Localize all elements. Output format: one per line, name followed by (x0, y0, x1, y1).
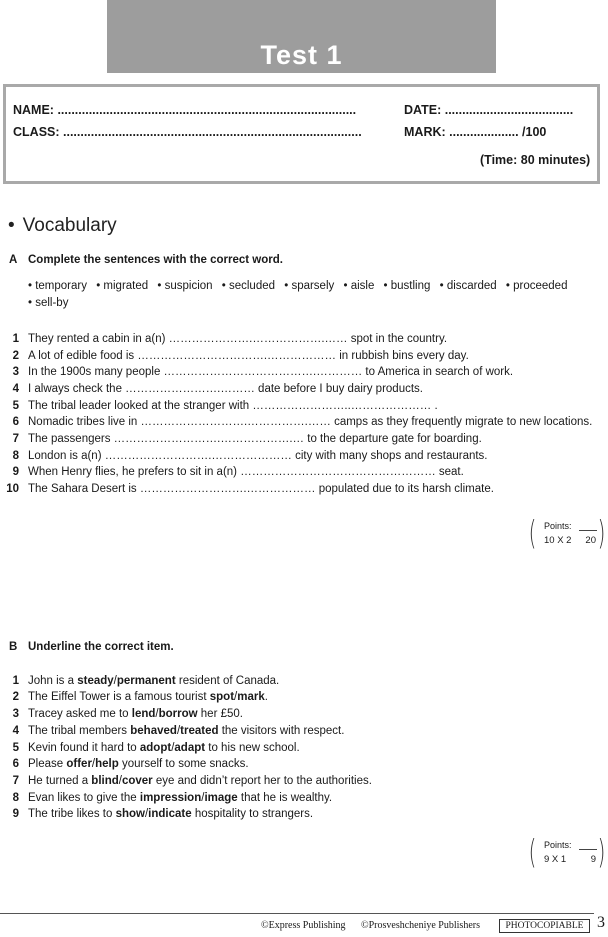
choice-option-1[interactable]: lend (131, 708, 156, 720)
word-bank (28, 278, 588, 312)
sentence-item[interactable] (0, 449, 488, 463)
item-text: In the 1900s many people ………………………………….………… to America in search of work. (28, 366, 514, 378)
class-field[interactable]: CLASS: ...................................................................................... (13, 125, 362, 139)
item-text: They rented a cabin in a(n) ………………….……………….…… spot in the country. (28, 333, 448, 345)
word-bank-word: • discarded (439, 280, 497, 292)
date-field[interactable]: DATE: ..................................... (404, 103, 574, 117)
test-title: Test 1 (107, 0, 496, 73)
item-number: 6 (12, 758, 19, 770)
part-a-letter: A (9, 254, 18, 266)
choice-separator: / (118, 775, 122, 787)
points-label: Points: (544, 521, 572, 531)
choice-option-2[interactable]: adapt (174, 742, 206, 754)
item-text-after: hospitality to strangers. (191, 808, 314, 820)
sentence-item[interactable] (0, 415, 592, 429)
part-b-heading (9, 641, 174, 653)
item-text: Nomadic tribes live in ……………………….…………….…… camps as they frequently migrate to new locations. (28, 416, 593, 428)
time-limit: (Time: 80 minutes) (480, 153, 591, 167)
item-text-before: The tribal members (28, 725, 131, 737)
item-text: A lot of edible food is …………………………….……………… in rubbish bins every day. (28, 350, 469, 362)
item-text-before: Tracey asked me to (28, 708, 132, 720)
sentence-item[interactable] (0, 332, 447, 346)
sentence-item[interactable] (0, 349, 469, 363)
points-calc: 10 X 2 (544, 535, 572, 546)
points-bracket-left: ( (528, 513, 537, 552)
section-bullet: • (8, 215, 15, 236)
choice-option-2[interactable]: cover (121, 775, 153, 787)
choice-option-2[interactable]: borrow (158, 708, 198, 720)
choice-option-2[interactable]: indicate (148, 808, 192, 820)
choice-item (0, 791, 332, 805)
choice-option-1[interactable]: adopt (139, 742, 172, 754)
item-number: 5 (12, 400, 19, 412)
word-bank-word: • temporary (28, 280, 87, 292)
footer-publisher-2: ©Prosveshcheniye Publishers (361, 920, 480, 931)
item-text-after: yourself to some snacks. (118, 758, 249, 770)
section-title: Vocabulary (22, 215, 117, 236)
points-calc: 9 X 1 (544, 854, 567, 865)
choice-separator: / (144, 808, 149, 820)
item-text-after: the visitors with respect. (218, 725, 345, 737)
part-b-letter: B (9, 641, 18, 653)
item-text-after: eye and didn’t report her to the authorities. (152, 775, 372, 787)
name-field[interactable]: NAME: ...................................................................................... (13, 103, 357, 117)
photocopiable-badge: PHOTOCOPIABLE (499, 919, 590, 933)
word-bank-word: • suspicion (157, 280, 213, 292)
footer-divider (0, 913, 594, 914)
item-number: 4 (12, 383, 19, 395)
page-number: 3 (597, 914, 605, 931)
choice-option-2[interactable]: image (204, 792, 238, 804)
sentence-item[interactable] (0, 365, 513, 379)
choice-separator: / (155, 708, 159, 720)
points-total: 20 (585, 535, 596, 546)
sentence-item[interactable] (0, 432, 482, 446)
item-number: 5 (12, 742, 19, 754)
choice-item (0, 774, 372, 788)
points-box-b (528, 832, 606, 871)
choice-option-2[interactable]: permanent (116, 675, 176, 687)
item-text-before: The Eiffel Tower is a famous tourist (28, 691, 210, 703)
choice-separator: / (201, 792, 205, 804)
word-bank-word: • migrated (96, 280, 149, 292)
word-bank-word: • sparsely (284, 280, 335, 292)
choice-separator: / (113, 675, 117, 687)
item-number: 7 (12, 433, 19, 445)
choice-option-1[interactable]: spot (209, 691, 235, 703)
word-bank-word: • aisle (343, 280, 375, 292)
item-text: The tribal leader looked at the stranger with ……………………..………………… . (28, 400, 438, 412)
choice-option-2[interactable]: help (95, 758, 119, 770)
section-heading (8, 215, 117, 237)
choice-option-1[interactable]: steady (77, 675, 114, 687)
choice-separator: / (234, 691, 238, 703)
item-text: When Henry flies, he prefers to sit in a(n) …………………………………………… seat. (28, 466, 464, 478)
item-number: 10 (6, 483, 19, 495)
points-box-a (528, 513, 606, 552)
points-bracket-right: ) (597, 513, 606, 552)
points-label: Points: (544, 840, 572, 850)
item-text: I always check the …………………….……… date before I buy dairy products. (28, 383, 423, 395)
item-number: 6 (12, 416, 19, 428)
sentence-item[interactable] (0, 482, 494, 496)
part-a-heading (9, 254, 283, 266)
item-text-after: to his new school. (205, 742, 300, 754)
sentence-item[interactable] (0, 399, 438, 413)
word-bank-word: • secluded (221, 280, 276, 292)
word-bank-word: • proceeded (505, 280, 568, 292)
choice-option-1[interactable]: impression (139, 792, 202, 804)
item-number: 8 (12, 450, 19, 462)
item-number: 3 (12, 708, 19, 720)
choice-option-1[interactable]: offer (66, 758, 92, 770)
mark-field[interactable]: MARK: .................... /100 (404, 125, 547, 139)
word-bank-word: • sell-by (28, 297, 69, 309)
item-number: 4 (12, 725, 19, 737)
item-text-after: . (264, 691, 268, 703)
choice-option-2[interactable]: mark (237, 691, 265, 703)
item-number: 2 (12, 691, 19, 703)
choice-separator: / (176, 725, 181, 737)
item-text-before: Evan likes to give the (28, 792, 140, 804)
sentence-item[interactable] (0, 465, 464, 479)
choice-item (0, 674, 279, 688)
points-bracket-right: ) (597, 832, 606, 871)
choice-item (0, 690, 268, 704)
part-b-instruction: Underline the correct item. (28, 641, 174, 653)
item-text-after: her £50. (197, 708, 243, 720)
choice-option-1[interactable]: blind (91, 775, 119, 787)
choice-separator: / (91, 758, 96, 770)
part-a-instruction: Complete the sentences with the correct word. (28, 254, 283, 266)
student-info-box (3, 84, 600, 184)
item-number: 1 (12, 333, 19, 345)
item-text-before: Kevin found it hard to (28, 742, 140, 754)
item-text-after: that he is wealthy. (237, 792, 333, 804)
points-score-line (579, 530, 597, 531)
item-text: London is a(n) ……………………….………………… city with many shops and restaurants. (28, 450, 488, 462)
sentence-item[interactable] (0, 382, 423, 396)
item-text: The Sahara Desert is ……………………….……………… populated due to its harsh climate. (28, 483, 494, 495)
choice-item (0, 757, 249, 771)
points-score-line (579, 849, 597, 850)
choice-item (0, 707, 243, 721)
item-number: 9 (12, 466, 19, 478)
item-number: 3 (12, 366, 19, 378)
item-text-after: resident of Canada. (175, 675, 280, 687)
choice-item (0, 807, 313, 821)
choice-option-1[interactable]: behaved (130, 725, 177, 737)
word-bank-word: • bustling (383, 280, 431, 292)
item-text: The passengers ……………………….……………….… to the departure gate for boarding. (28, 433, 482, 445)
choice-option-2[interactable]: treated (180, 725, 219, 737)
points-total: 9 (590, 854, 596, 865)
choice-item (0, 724, 344, 738)
item-number: 2 (12, 350, 19, 362)
choice-option-1[interactable]: show (115, 808, 145, 820)
choice-item (0, 741, 300, 755)
item-text-before: Please (28, 758, 67, 770)
choice-separator: / (171, 742, 175, 754)
item-text-before: The tribe likes to (28, 808, 116, 820)
footer-publisher-1: ©Express Publishing (261, 920, 346, 931)
item-text-before: John is a (28, 675, 78, 687)
item-number: 9 (12, 808, 19, 820)
item-number: 7 (12, 775, 19, 787)
item-text-before: He turned a (28, 775, 92, 787)
points-bracket-left: ( (528, 832, 537, 871)
item-number: 8 (12, 792, 19, 804)
item-number: 1 (12, 675, 19, 687)
